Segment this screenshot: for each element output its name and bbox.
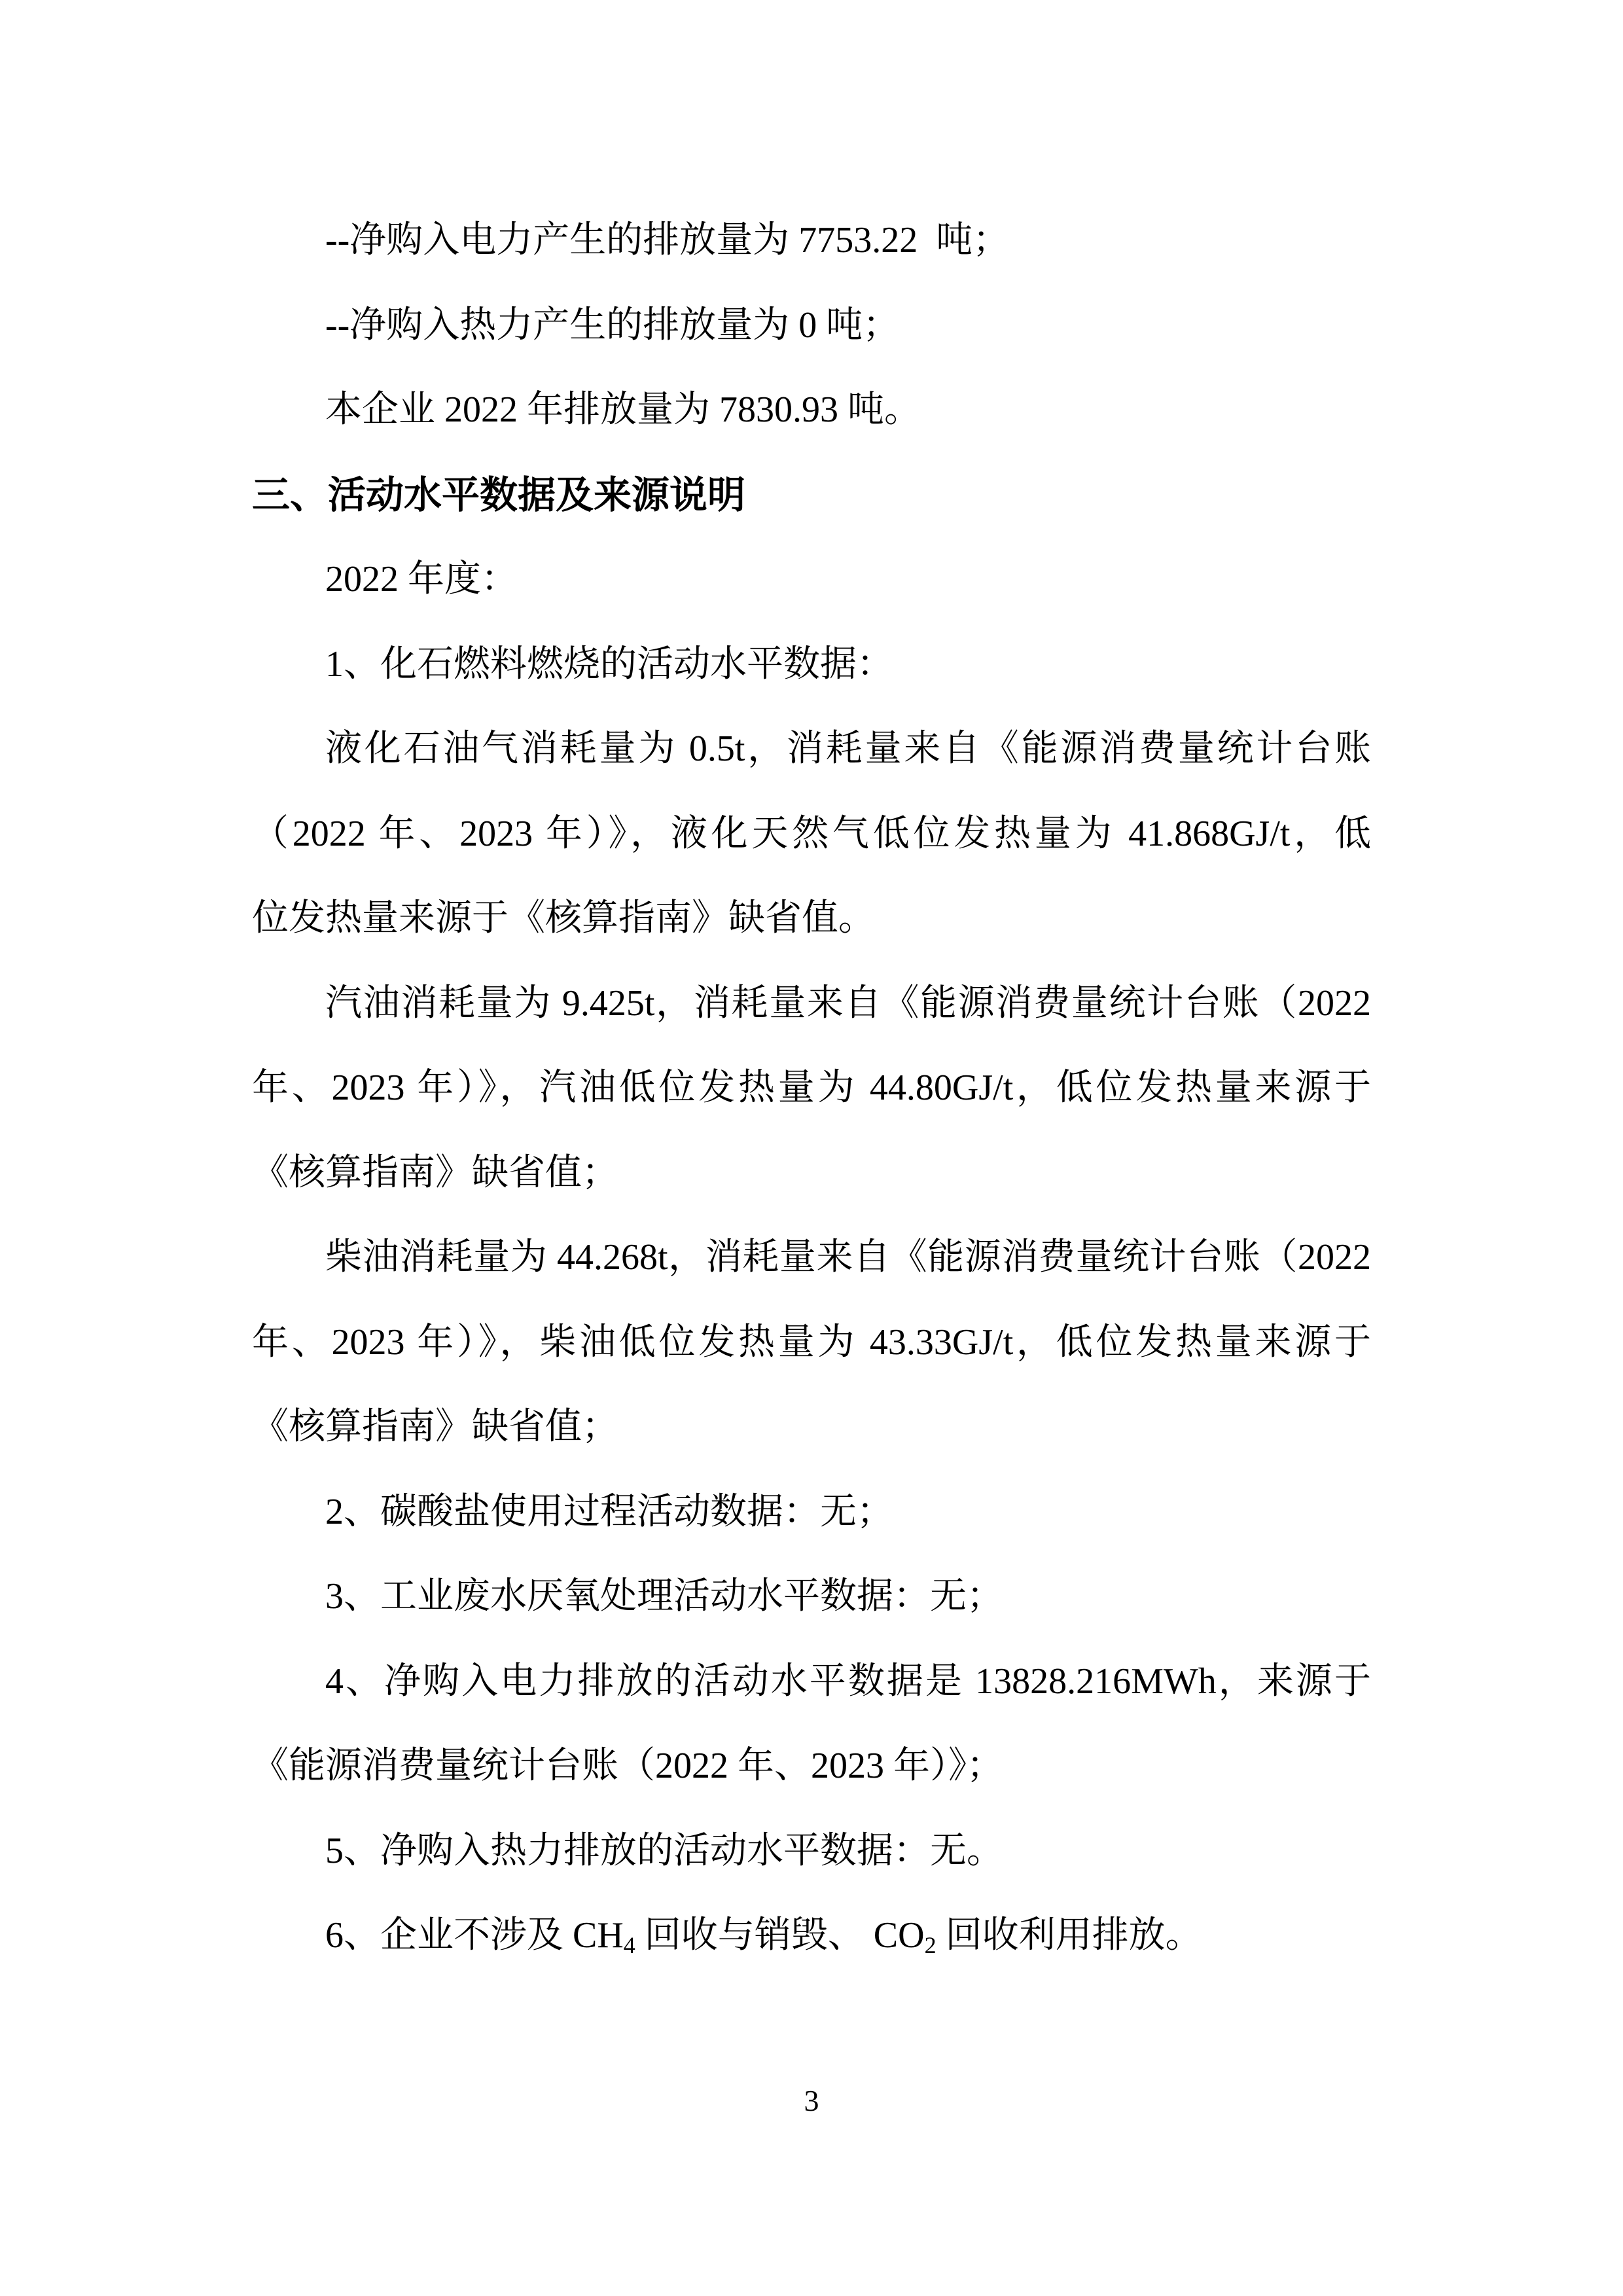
- line-lpg-1: 液化石油气消耗量为 0.5t，消耗量来自《能源消费量统计台账: [325, 728, 1371, 769]
- line-heat-emission: --净购入热力产生的排放量为 0 吨；: [325, 304, 900, 346]
- line-gasoline-3: 《核算指南》缺省值；: [252, 1152, 618, 1193]
- line-lpg-2: （2022 年、2023 年）》，液化天然气低位发热量为 41.868GJ/t，低: [252, 813, 1371, 854]
- line-diesel-1: 柴油消耗量为 44.268t，消耗量来自《能源消费量统计台账（2022: [325, 1237, 1371, 1278]
- line-total-emission-2022: 本企业 2022 年排放量为 7830.93 吨。: [325, 389, 921, 430]
- section-heading-activity-data: 三、活动水平数据及来源说明: [252, 473, 746, 516]
- line-gasoline-1: 汽油消耗量为 9.425t，消耗量来自《能源消费量统计台账（2022: [325, 982, 1371, 1024]
- text-run: 6、企业不涉及 CH: [325, 1915, 624, 1956]
- subscript-4: 4: [623, 1932, 635, 1958]
- line-item5-heat: 5、净购入热力排放的活动水平数据：无。: [325, 1830, 1003, 1871]
- line-item2-carbonate: 2、碳酸盐使用过程活动数据：无；: [325, 1491, 893, 1532]
- line-gasoline-2: 年、2023 年）》，汽油低位发热量为 44.80GJ/t，低位发热量来源于: [252, 1067, 1371, 1108]
- line-diesel-3: 《核算指南》缺省值；: [252, 1407, 618, 1447]
- line-item1-fossil-fuel: 1、化石燃料燃烧的活动水平数据：: [325, 643, 893, 685]
- line-item6-ch4-co2: [252, 1893, 1371, 1988]
- page-number: 3: [804, 2084, 819, 2117]
- line-item3-wastewater: 3、工业废水厌氧处理活动水平数据：无；: [325, 1576, 1003, 1617]
- line-diesel-2: 年、2023 年）》，柴油低位发热量为 43.33GJ/t，低位发热量来源于: [252, 1321, 1371, 1363]
- text-run: 回收与销毁、 CO: [635, 1915, 925, 1956]
- line-item4-electricity-1: 4、净购入电力排放的活动水平数据是 13828.216MWh，来源于: [325, 1660, 1371, 1702]
- line-electricity-emission: --净购入电力产生的排放量为 7753.22 吨；: [325, 220, 1010, 260]
- document-body: [252, 198, 1371, 1988]
- subscript-2: 2: [924, 1932, 936, 1958]
- line-lpg-3: 位发热量来源于《核算指南》缺省值。: [252, 898, 875, 939]
- line-item4-electricity-2: 《能源消费量统计台账（2022 年、2023 年）》；: [252, 1746, 1003, 1786]
- text-run: 回收利用排放。: [936, 1915, 1202, 1956]
- line-year-2022: 2022 年度：: [325, 559, 518, 600]
